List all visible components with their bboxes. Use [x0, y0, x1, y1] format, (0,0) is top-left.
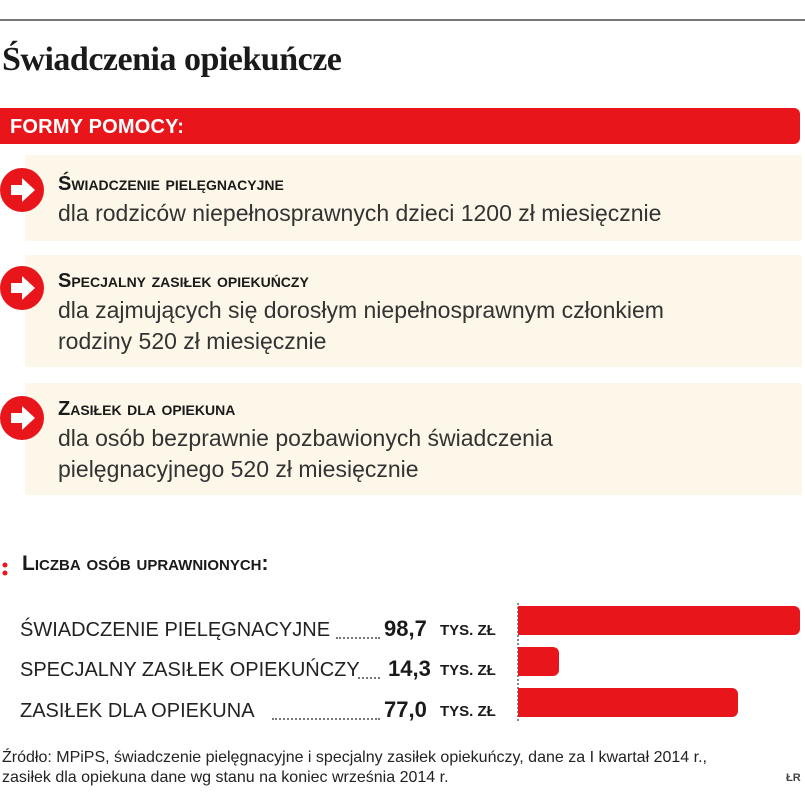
arrow-right-circle-icon: [0, 266, 44, 310]
bar-unit-label-2: TYS. ZŁ: [440, 662, 496, 679]
form-desc-1: [58, 198, 778, 229]
chart-title: Liczba osób uprawnionych:: [22, 552, 269, 575]
bar-specjalny-zasilek-opiekunczy: [518, 647, 559, 676]
dot-leader-1: [336, 637, 380, 639]
bar-value-label-3: 77,0: [384, 697, 427, 722]
bar-value-label-2: 14,3: [388, 656, 431, 681]
section-marker-icon: [0, 556, 10, 580]
bar-unit-label-3: TYS. ZŁ: [440, 703, 496, 720]
form-title-1: Świadczenie pielęgnacyjne: [58, 173, 284, 195]
form-title-3: Zasiłek dla opiekuna: [58, 398, 236, 420]
bar-unit-label-1: TYS. ZŁ: [440, 622, 496, 639]
form-desc-1-line-1: dla rodziców niepełnosprawnych dzieci 1200 zł miesięcznie: [58, 200, 662, 226]
form-desc-3: [58, 423, 778, 485]
dot-leader-3: [272, 718, 380, 720]
bar-zasilek-dla-opiekuna: [518, 688, 738, 717]
form-desc-2-line-1: dla zajmujących się dorosłym niepełnosprawnym członkiem: [58, 297, 664, 323]
page-title: Świadczenia opiekuńcze: [2, 41, 342, 78]
arrow-right-circle-icon: [0, 168, 44, 212]
form-title-2: Specjalny zasiłek opiekuńczy: [58, 270, 309, 292]
bar-swiadczenie-pielegnacyjne: [518, 606, 800, 635]
bar-label-2: SPECJALNY ZASIŁEK OPIEKUŃCZY: [20, 659, 360, 681]
author-credit: ŁR: [786, 772, 801, 784]
top-rule: [0, 19, 805, 21]
forms-header-banner: [0, 108, 800, 144]
bar-label-3: ZASIŁEK DLA OPIEKUNA: [20, 700, 255, 722]
bar-value-label-1: 98,7: [384, 616, 427, 641]
form-desc-2-line-2: rodziny 520 zł miesięcznie: [58, 328, 327, 354]
arrow-right-circle-icon: [0, 396, 44, 440]
source-note: Źródło: MPiPS, świadczenie pielęgnacyjne i specjalny zasiłek opiekuńczy, dane za I kwartał 2014 r., zasiłek dla opiekuna dane wg stanu na koniec września 2014 r.: [2, 749, 707, 786]
form-desc-3-line-2: pielęgnacyjnego 520 zł miesięcznie: [58, 456, 419, 482]
form-desc-2: [58, 295, 778, 357]
bar-label-1: ŚWIADCZENIE PIELĘGNACYJNE: [20, 619, 331, 641]
dot-leader-2: [358, 677, 380, 679]
forms-header-label: FORMY POMOCY:: [10, 116, 185, 138]
form-desc-3-line-1: dla osób bezprawnie pozbawionych świadczenia: [58, 425, 553, 451]
